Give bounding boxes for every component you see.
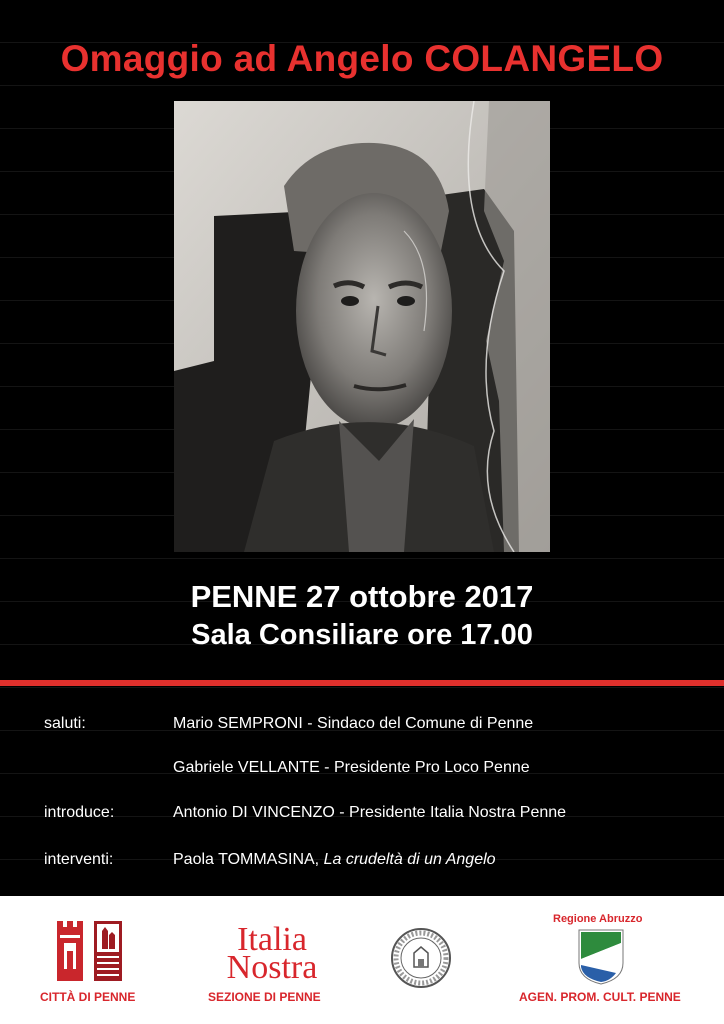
regione-abruzzo-icon: [578, 929, 624, 990]
regione-label: Regione Abruzzo: [553, 913, 643, 925]
citta-caption: CITTÀ DI PENNE: [40, 990, 136, 1004]
program-text: Antonio DI VINCENZO - Presidente Italia Nostra Penne: [173, 804, 567, 821]
program-text: [173, 850, 496, 870]
italia-nostra-caption: SEZIONE DI PENNE: [208, 990, 321, 1004]
sponsor-footer: [0, 896, 724, 1024]
penne-coat-of-arms-icon: [56, 921, 84, 986]
program-label: introduce:: [44, 804, 115, 821]
speaker-name: Paola TOMMASINA,: [173, 851, 320, 868]
program-text: Gabriele VELLANTE - Presidente Pro Loco Penne: [173, 759, 530, 776]
italia-nostra-logo: [212, 921, 332, 986]
program-label: saluti:: [44, 715, 86, 732]
program-text: Mario SEMPRONI - Sindaco del Comune di Penne: [173, 715, 534, 732]
event-date: PENNE 27 ottobre 2017: [190, 579, 534, 614]
event-venue: Sala Consiliare ore 17.00: [191, 619, 533, 651]
italia-nostra-line1: Italia: [237, 921, 307, 958]
borghi-badge-icon: [94, 921, 122, 986]
italia-nostra-line2: Nostra: [226, 949, 318, 986]
proloco-seal-icon: [390, 927, 452, 994]
red-divider: [0, 680, 724, 686]
program-label: interventi:: [44, 851, 114, 868]
portrait-photo: [174, 101, 550, 552]
talk-title: La crudeltà di un Angelo: [323, 851, 496, 868]
regione-caption: AGEN. PROM. CULT. PENNE: [519, 990, 681, 1004]
poster-title: Omaggio ad Angelo COLANGELO: [60, 38, 664, 79]
